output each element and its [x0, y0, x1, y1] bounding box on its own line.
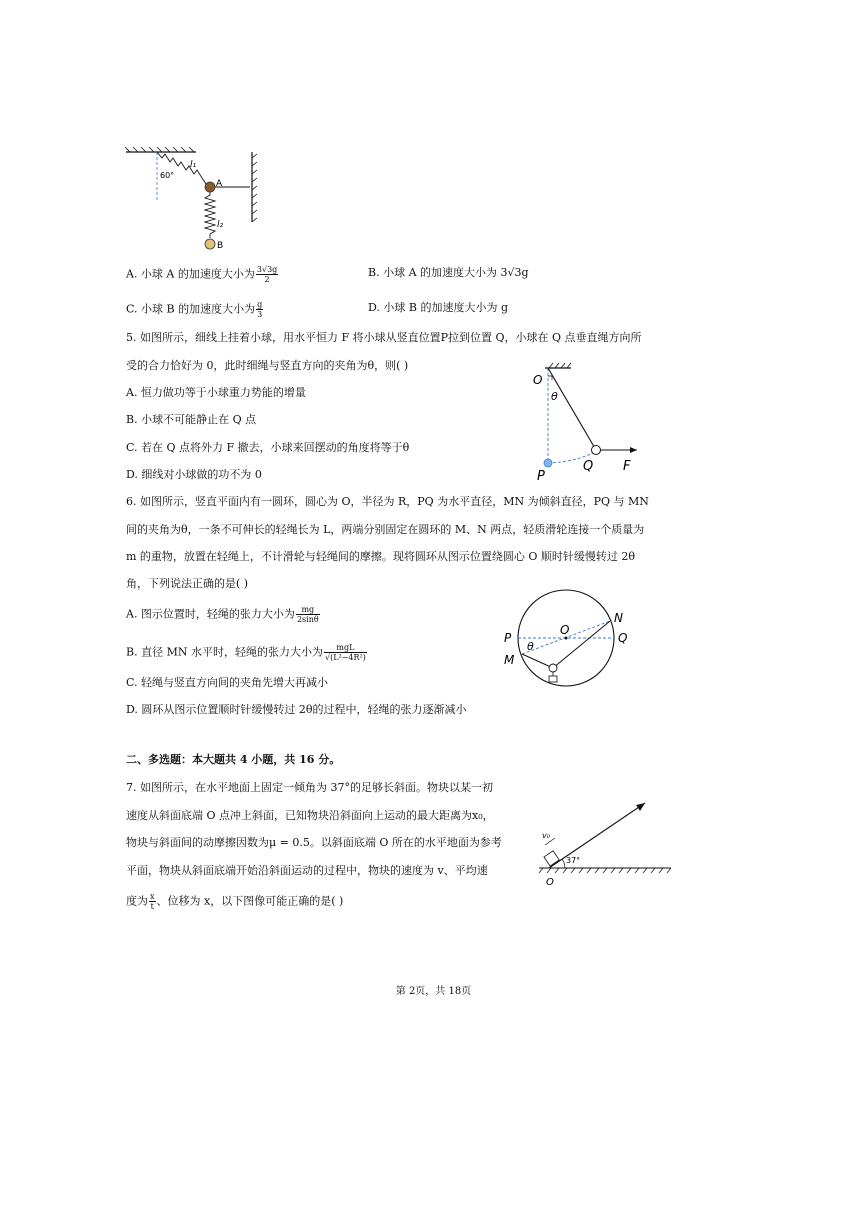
label-o: O	[533, 373, 543, 387]
label-v0: v₀	[542, 831, 550, 840]
label-theta: θ	[551, 390, 558, 403]
q7-stem-line3: 物块与斜面间的动摩擦因数为μ = 0.5。以斜面底端 O 所在的水平地面为参考	[126, 836, 502, 849]
q6-option-b: B. 直径 MN 水平时，轻绳的张力大小为 $\frac{\text{mgL}}{\text{√(L²−4R²)}}$	[126, 643, 366, 662]
q5-option-d: D. 细线对小球做的功不为 0	[126, 468, 262, 481]
q5-stem-line1: 5. 如图所示，细线上挂着小球，用水平恒力 F 将小球从竖直位置P拉到位置 Q，小球在 Q 点垂直绳方向所	[126, 331, 642, 344]
fraction: $\frac{\text{mgL}}{\text{√(L²−4R²)}}$	[324, 643, 366, 662]
angle-60-label: 60°	[160, 171, 175, 180]
label-37-degrees: 37°	[566, 856, 581, 865]
fraction: $\frac{g}{3}$	[257, 300, 263, 319]
figure-ring	[500, 588, 640, 698]
q6-option-a: A. 图示位置时，轻绳的张力大小为 $\frac{mg}{2\sin\theta}$	[126, 605, 319, 624]
ball-q	[592, 446, 601, 455]
label-a: A	[216, 179, 223, 189]
q4-option-c: C. 小球 B 的加速度大小为 $\frac{g}{3}$	[126, 300, 263, 319]
figure-incline	[535, 795, 675, 890]
q7-stem-line4: 平面，物块从斜面底端开始沿斜面运动的过程中，物块的速度为 v、平均速	[126, 864, 488, 877]
label-p: P	[504, 631, 512, 645]
page-footer: 第 2页，共 18页	[395, 986, 472, 997]
label-theta: θ	[527, 640, 534, 653]
q5-option-c: C. 若在 Q 点将外力 F 撤去，小球来回摆动的角度将等于θ	[126, 441, 410, 454]
label-m: M	[504, 653, 515, 667]
pulley	[549, 664, 557, 672]
label-n: N	[614, 611, 623, 625]
fraction: $\frac{x}{t}$	[150, 892, 155, 911]
label-q: Q	[583, 459, 594, 474]
label-l1: l₁	[190, 160, 197, 170]
ball-p	[544, 459, 552, 467]
q6-stem-line2: 间的夹角为θ，一条不可伸长的轻绳长为 L，两端分别固定在圆环的 M、N 两点，轻质滑轮连接一个质量为	[126, 523, 645, 536]
ball-a	[205, 182, 215, 192]
ball-b	[205, 239, 215, 249]
q6-option-d: D. 圆环从图示位置顺时针缓慢转过 2θ的过程中，轻绳的张力逐渐减小	[126, 703, 467, 716]
label-o: O	[546, 877, 554, 888]
label-q: Q	[618, 631, 628, 645]
q7-stem-line1: 7. 如图所示，在水平地面上固定一倾角为 37°的足够长斜面。物块以某一初	[126, 781, 493, 794]
q4-option-b: B. 小球 A 的加速度大小为 3√3g	[368, 266, 529, 279]
q7-stem-line2: 速度从斜面底端 O 点冲上斜面，已知物块沿斜面向上运动的最大距离为x₀，	[126, 809, 494, 822]
section-multiple-choice-header: 二、多选题：本大题共 4 小题，共 16 分。	[126, 753, 341, 766]
q4-option-d: D. 小球 B 的加速度大小为 g	[368, 301, 509, 314]
label-p: P	[537, 469, 545, 484]
label-b: B	[217, 241, 224, 251]
q6-stem-line3: m 的重物，放置在轻绳上，不计滑轮与轻绳间的摩擦。现将圆环从图示位置绕圆心 O 顺时针缓慢转过 2θ	[126, 550, 636, 563]
label-l2: l₂	[217, 220, 224, 230]
label-o: O	[560, 623, 570, 637]
q6-option-c: C. 轻绳与竖直方向间的夹角先增大再减小	[126, 676, 329, 689]
fraction: $\frac{3√3g}{2}$	[256, 265, 278, 284]
figure-spring-balls	[120, 142, 270, 257]
q5-option-a: A. 恒力做功等于小球重力势能的增量	[126, 386, 306, 399]
label-f: F	[623, 459, 631, 474]
q6-stem-line4: 角，下列说法正确的是( )	[126, 577, 249, 590]
figure-pendulum	[525, 360, 650, 485]
q5-option-b: B. 小球不可能静止在 Q 点	[126, 413, 257, 426]
fraction: $\frac{mg}{2\sin\theta}$	[296, 605, 319, 624]
q7-stem-line5: 度为 $\frac{x}{t}$ 、位移为 x，以下图像可能正确的是( )	[126, 892, 344, 911]
weight-block	[549, 676, 557, 682]
q5-stem-line2: 受的合力恰好为 0，此时细绳与竖直方向的夹角为θ，则( )	[126, 359, 409, 372]
q4-option-a: A. 小球 A 的加速度大小为 $\frac{3√3g}{2}$	[126, 265, 278, 284]
block	[544, 851, 559, 866]
q6-stem-line1: 6. 如图所示，竖直平面内有一圆环，圆心为 O，半径为 R，PQ 为水平直径，MN 为倾斜直径，PQ 与 MN	[126, 495, 649, 508]
